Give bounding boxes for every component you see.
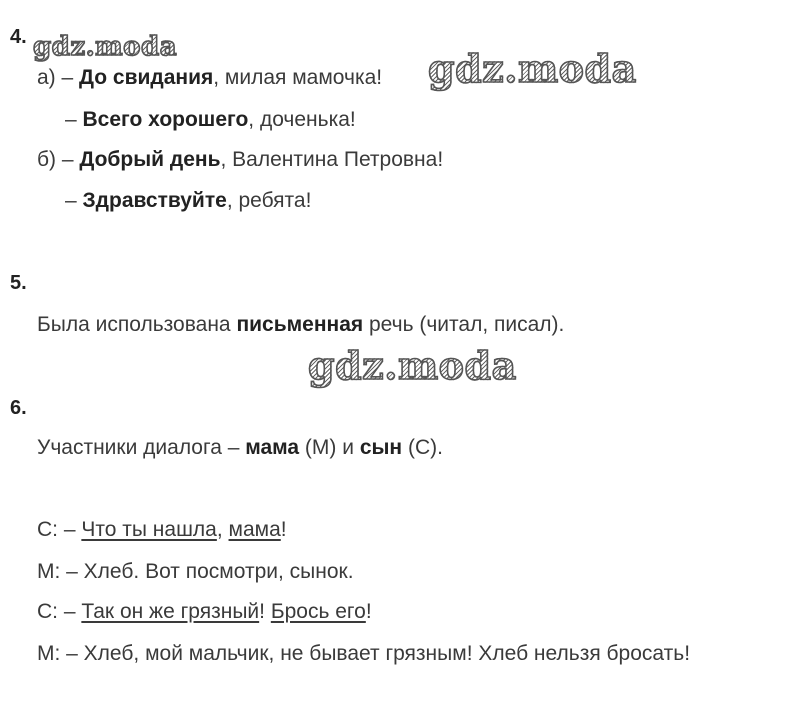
line-rest: , доченька! bbox=[248, 108, 356, 131]
task-6-intro bbox=[37, 436, 443, 460]
punct: ! bbox=[280, 518, 287, 541]
line-rest: , ребята! bbox=[226, 189, 312, 212]
speaker-prefix: С: – bbox=[37, 600, 82, 623]
line-rest: , милая мамочка! bbox=[213, 66, 383, 89]
task-6-number: 6. bbox=[10, 397, 27, 419]
line-rest: , Валентина Петровна! bbox=[220, 148, 444, 171]
punct: ! bbox=[259, 600, 271, 623]
bold-phrase: Добрый день bbox=[79, 148, 221, 171]
task-4-line-a bbox=[37, 66, 382, 90]
punct: , bbox=[216, 518, 229, 541]
task-4-line-b bbox=[37, 148, 443, 172]
line-prefix: – bbox=[65, 189, 83, 212]
dialogue-line-1 bbox=[37, 518, 287, 542]
line-prefix: а) – bbox=[37, 66, 80, 89]
task-4-line-a2 bbox=[65, 108, 356, 132]
underlined-phrase: Брось его bbox=[270, 600, 366, 623]
speaker-prefix: С: – bbox=[37, 518, 82, 541]
text-pre: Была использована bbox=[37, 313, 237, 336]
underlined-phrase: мама bbox=[228, 518, 281, 541]
text-post: речь (читал, писал). bbox=[363, 313, 565, 336]
task-4-number: 4. bbox=[10, 26, 27, 48]
bold-word: письменная bbox=[236, 313, 364, 336]
intro-pre: Участники диалога – bbox=[37, 436, 246, 459]
dialogue-line-4: М: – Хлеб, мой мальчик, не бывает грязным! Хлеб нельзя бросать! bbox=[37, 642, 691, 665]
participant-son: сын bbox=[359, 436, 403, 459]
watermark-middle: gdz.moda bbox=[308, 343, 517, 388]
participant-mom: мама bbox=[245, 436, 300, 459]
dialogue-line-2: М: – Хлеб. Вот посмотри, сынок. bbox=[37, 560, 354, 583]
watermark-top-left: gdz.moda bbox=[33, 32, 178, 62]
task-5-number: 5. bbox=[10, 272, 27, 294]
underlined-phrase: Что ты нашла bbox=[81, 518, 217, 541]
bold-phrase: До свидания bbox=[79, 66, 214, 89]
task-5-text bbox=[37, 313, 564, 337]
task-4-line-b2 bbox=[65, 189, 311, 213]
watermark-top-right: gdz.moda bbox=[428, 46, 637, 91]
punct: ! bbox=[365, 600, 372, 623]
intro-mid: (М) и bbox=[299, 436, 360, 459]
dialogue-line-3 bbox=[37, 600, 372, 624]
intro-post: (С). bbox=[402, 436, 443, 459]
bold-phrase: Всего хорошего bbox=[82, 108, 249, 131]
line-prefix: б) – bbox=[37, 148, 80, 171]
bold-phrase: Здравствуйте bbox=[82, 189, 227, 212]
underlined-phrase: Так он же грязный bbox=[81, 600, 260, 623]
line-prefix: – bbox=[65, 108, 83, 131]
